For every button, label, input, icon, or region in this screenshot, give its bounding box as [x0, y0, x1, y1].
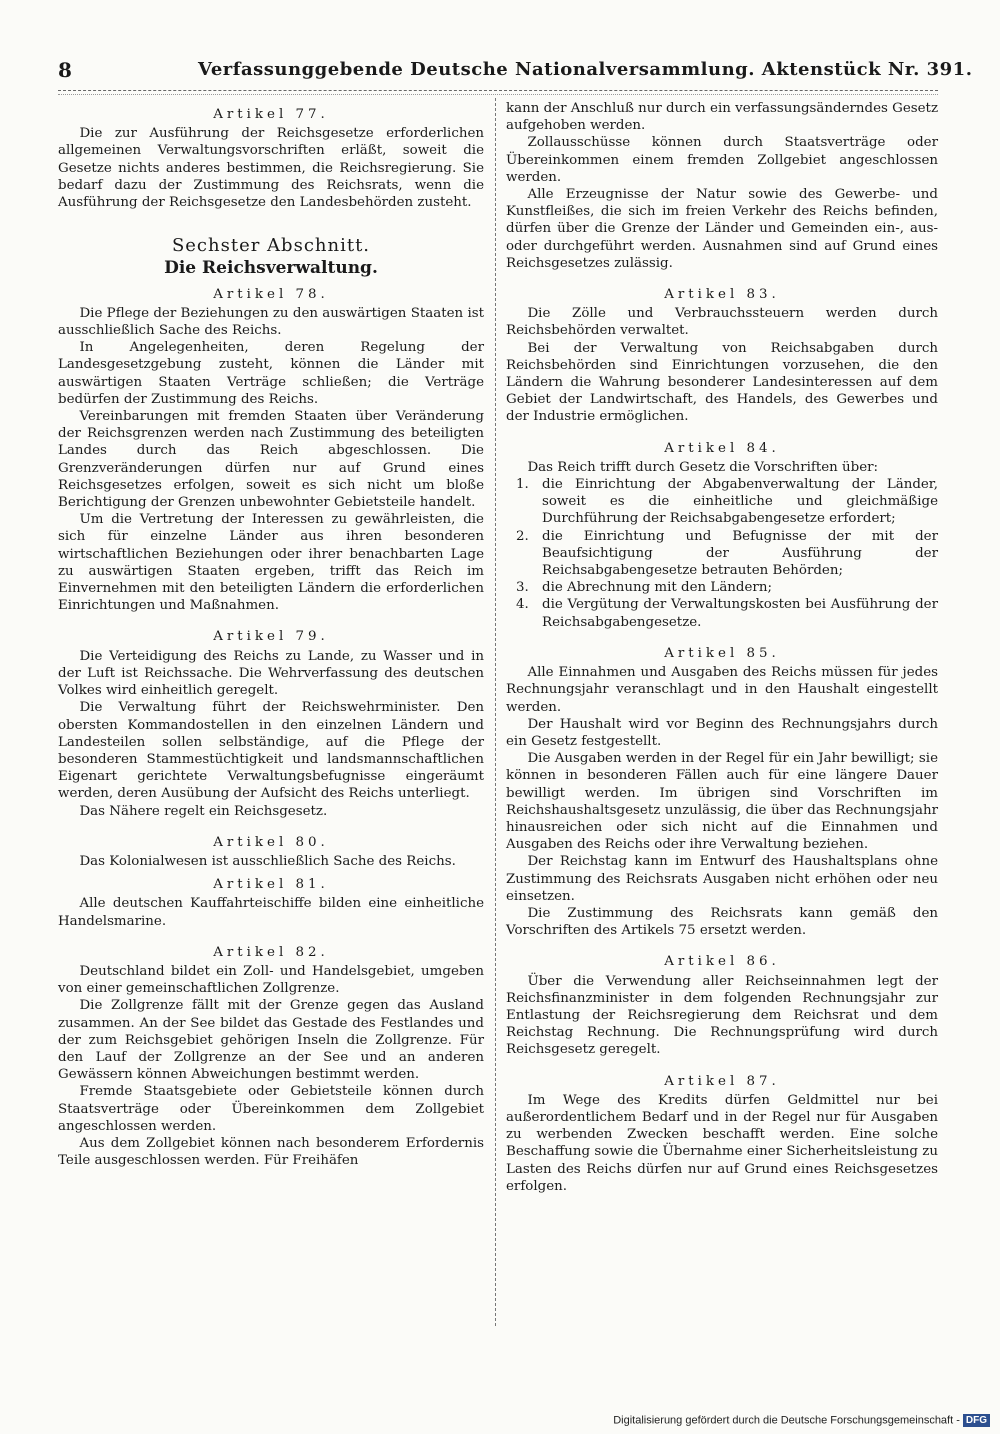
article-79-paragraph: Das Nähere regelt ein Reichsgesetz. [79, 803, 328, 819]
article-85-paragraph: Der Haushalt wird vor Beginn des Rechnungsjahrs durch ein Gesetz festgestellt. [506, 716, 938, 749]
article-84-list [506, 476, 938, 631]
article-84-heading: Artikel 84. [664, 440, 780, 456]
article-81-paragraph: Alle deutschen Kauffahrteischiffe bilden eine einheitliche Handelsmarine. [58, 896, 484, 929]
article-82-paragraph: Deutschland bildet ein Zoll- und Handelsgebiet, umgeben von einer gemeinschaftlichen Zollgrenze. [58, 963, 484, 997]
article-83-paragraph: Bei der Verwaltung von Reichsabgaben durch Reichsbehörden sind Einrichtungen vorzusehen, die den Ländern die Wahrung besonderer Landesinteressen auf dem Gebiet der Landwirtschaft, des Handels, des Gewerbes und der Industrie ermöglichen. [506, 340, 938, 425]
article-83-heading: Artikel 83. [664, 287, 780, 303]
article-78-paragraph: Vereinbarungen mit fremden Staaten über Veränderung der Reichsgrenzen werden nach Zustimmung des beteiligten Landes durch das Reich abgeschlossen. Die Grenzveränderungen dürfen nur auf Grund eines Reichsgesetzes erfolgen, soweit es sich nicht um bloße Berichtigung der Grenzen unbewohnter Gebietsteile handelt. [58, 409, 484, 511]
article-84-intro: Das Reich trifft durch Gesetz die Vorschriften über: [527, 459, 879, 475]
article-79-paragraph: Die Verteidigung des Reichs zu Lande, zu Wasser und in der Luft ist Reichssache. Die Wehrverfassung des deutschen Volkes wird einheitlich geregelt. [58, 648, 484, 699]
list-item [516, 476, 938, 528]
article-82-paragraph: Aus dem Zollgebiet können nach besonderem Erfordernis Teile ausgeschlossen werden. Für Freihäfen [58, 1135, 484, 1169]
article-78-heading: Artikel 78. [213, 286, 329, 302]
header-rule [58, 90, 938, 91]
article-77-paragraph: Die zur Ausführung der Reichsgesetze erforderlichen allgemeinen Verwaltungsvorschriften erläßt, soweit die Gesetze nichts anderes bestimmen, die Reichsregierung. Sie bedarf dazu der Zustimmung des Reichsrats, wenn die Ausführung der Reichsgesetze den Landesbehörden zusteht. [58, 126, 484, 211]
header-rule-secondary [58, 94, 938, 95]
list-item-text: die Einrichtung und Befugnisse der mit der Beaufsichtigung der Ausführung der Reichsabgabengesetze betrauten Behörden; [542, 528, 938, 579]
article-82-paragraph: Die Zollgrenze fällt mit der Grenze gegen das Ausland zusammen. An der See bildet das Gestade des Festlandes und der zum Reichsgebiet gehörigen Inseln die Zollgrenze. Für den Lauf der Zollgrenze an der See und an anderen Gewässern können Abweichungen bestimmt werden. [58, 998, 484, 1083]
article-81-heading: Artikel 81. [213, 877, 329, 893]
list-item [516, 579, 938, 596]
article-82-heading: Artikel 82. [213, 944, 329, 960]
article-85-paragraph: Alle Einnahmen und Ausgaben des Reichs müssen für jedes Rechnungsjahr veranschlagt und in den Haushalt eingestellt werden. [506, 665, 938, 715]
column-divider [495, 98, 496, 1326]
dfg-logo: DFG [963, 1414, 990, 1427]
article-78-paragraph: Die Pflege der Beziehungen zu den auswärtigen Staaten ist ausschließlich Sache des Reichs. [58, 305, 484, 339]
right-column [506, 100, 938, 1195]
article-85-paragraph: Der Reichstag kann im Entwurf des Haushaltsplans ohne Zustimmung des Reichsrats Ausgaben nicht erhöhen oder neu einsetzen. [506, 854, 938, 904]
article-83-paragraph: Die Zölle und Verbrauchssteuern werden durch Reichsbehörden verwaltet. [506, 306, 938, 339]
article-77-heading: Artikel 77. [213, 107, 329, 122]
article-82-continued-paragraph: Zollausschüsse können durch Staatsverträge oder Übereinkommen einem fremden Zollgebiet angeschlossen werden. [506, 135, 938, 185]
list-item-number: 4. [516, 597, 529, 613]
list-item-number: 2. [516, 528, 529, 544]
list-item [516, 528, 938, 580]
list-item-text: die Vergütung der Verwaltungskosten bei Ausführung der Reichsabgabengesetze. [542, 597, 938, 630]
section-title: Sechster Abschnitt. [171, 235, 371, 257]
article-86-heading: Artikel 86. [664, 954, 780, 970]
article-78-paragraph: Um die Vertretung der Interessen zu gewährleisten, die sich für einzelne Länder aus ihren besonderen wirtschaftlichen Beziehungen oder ihrer benachbarten Lage zu auswärtigen Staaten ergeben, trifft das Reich im Einvernehmen mit den beteiligten Ländern die erforderlichen Einrichtungen und Maßnahmen. [58, 512, 484, 614]
page-header [58, 58, 973, 88]
article-82-continued-paragraph: kann der Anschluß nur durch ein verfassungsänderndes Gesetz aufgehoben werden. [506, 101, 938, 134]
footer-text: Digitalisierung gefördert durch die Deutsche Forschungsgemeinschaft - [613, 1414, 960, 1427]
article-78-paragraph: In Angelegenheiten, deren Regelung der Landesgesetzgebung zusteht, können die Länder mit auswärtigen Staaten Verträge schließen; die Verträge bedürfen der Zustimmung des Reichs. [58, 340, 484, 407]
list-item [516, 596, 938, 630]
article-85-heading: Artikel 85. [664, 645, 780, 661]
running-title: Verfassunggebende Deutsche Nationalversammlung. Aktenstück Nr. 391. [198, 59, 973, 80]
article-86-paragraph: Über die Verwendung aller Reichseinnahmen legt der Reichsfinanzminister in dem folgenden Rechnungsjahr zur Entlastung der Reichsregierung dem Reichsrat und dem Reichstag Rechnung. Die Rechnungsprüfung wird durch Reichsgesetz geregelt. [506, 973, 938, 1058]
article-85-paragraph: Die Zustimmung des Reichsrats kann gemäß den Vorschriften des Artikels 75 ersetzt werden. [506, 905, 938, 939]
article-80-paragraph: Das Kolonialwesen ist ausschließlich Sache des Reichs. [79, 853, 456, 869]
left-column [58, 100, 484, 1169]
article-82-continued-paragraph: Alle Erzeugnisse der Natur sowie des Gewerbe- und Kunstfleißes, die sich im freien Verkehr des Reichs befinden, dürfen über die Grenze der Länder und Gemeinden ein-, aus- oder durchgeführt werden. Ausnahmen sind auf Grund eines Reichsgesetzes zulässig. [506, 187, 938, 271]
list-item-text: die Abrechnung mit den Ländern; [542, 580, 772, 596]
list-item-number: 3. [516, 580, 529, 596]
list-item-number: 1. [516, 477, 529, 493]
article-79-paragraph: Die Verwaltung führt der Reichswehrminister. Den obersten Kommandostellen in den einzelnen Ländern und Landesteilen sollen selbständige, auf die Pflege der besonderen Stammestüchtigkeit und landsmannschaftlichen Eigenart gerichtete Verwaltungsbefugnisse eingeräumt werden, deren Ausübung der Aufsicht des Reichs unterliegt. [58, 700, 484, 802]
list-item-text: die Einrichtung der Abgabenverwaltung der Länder, soweit es die einheitliche und gleichmäßige Durchführung der Reichsabgabengesetze erfordert; [542, 477, 938, 527]
page-number: 8 [58, 58, 72, 82]
digitization-footer [613, 1414, 990, 1427]
article-87-heading: Artikel 87. [664, 1073, 780, 1089]
article-80-heading: Artikel 80. [213, 834, 329, 850]
article-87-paragraph: Im Wege des Kredits dürfen Geldmittel nur bei außerordentlichem Bedarf und in der Regel nur für Ausgaben zu werbenden Zwecken beschafft werden. Eine solche Beschaffung sowie die Übernahme einer Sicherheitsleistung zu Lasten des Reichs dürfen nur auf Grund eines Reichsgesetzes erfolgen. [506, 1092, 938, 1194]
article-85-paragraph: Die Ausgaben werden in der Regel für ein Jahr bewilligt; sie können in besonderen Fällen auch für eine längere Dauer bewilligt werden. Im übrigen sind Vorschriften im Reichshaushaltsgesetz unzulässig, die über das Rechnungsjahr hinausreichen oder sich nicht auf die Einnahmen und Ausgaben des Reichs oder ihre Verwaltung beziehen. [506, 751, 938, 853]
section-subtitle: Die Reichsverwaltung. [164, 258, 378, 279]
article-79-heading: Artikel 79. [213, 629, 329, 645]
article-82-paragraph: Fremde Staatsgebiete oder Gebietsteile können durch Staatsverträge oder Übereinkommen dem Zollgebiet angeschlossen werden. [58, 1084, 484, 1134]
